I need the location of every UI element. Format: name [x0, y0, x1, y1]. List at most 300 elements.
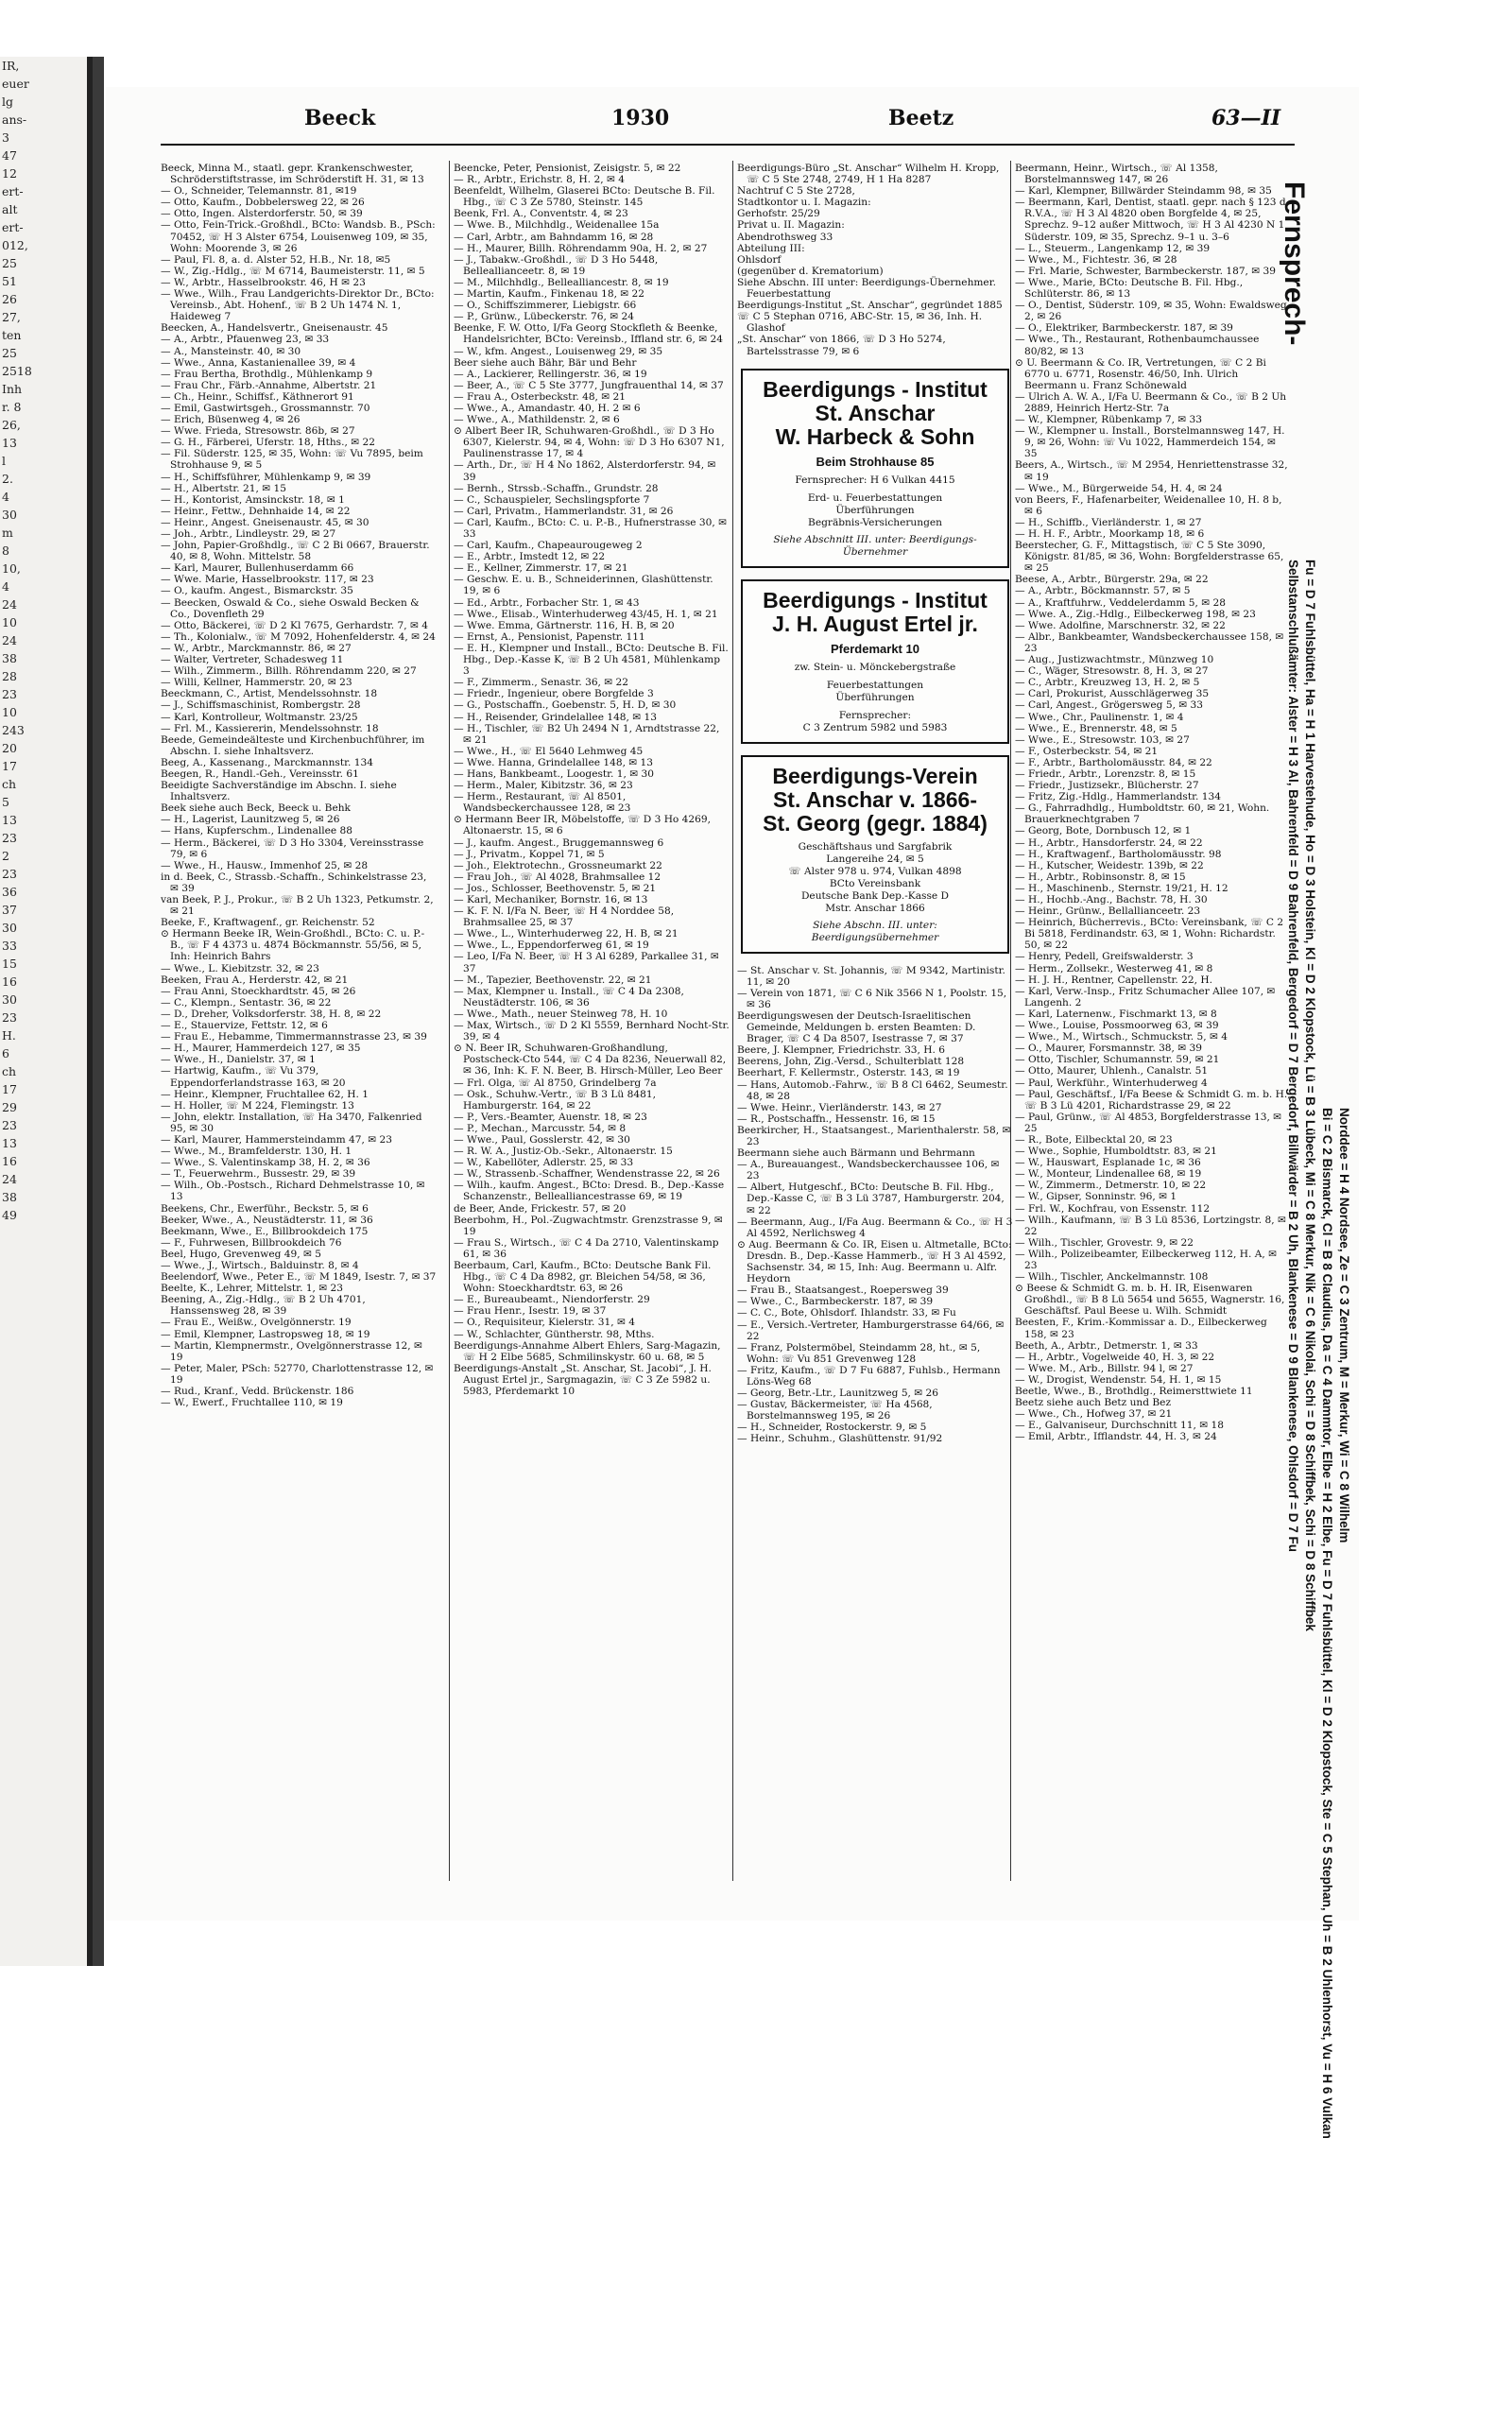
- directory-entry: — E., Bureaubeamt., Niendorferstr. 29: [454, 1294, 650, 1306]
- directory-entry: — Karl, Klempner, Billwärder Steindamm 98, ✉ 35: [1015, 185, 1272, 198]
- directory-entry: alt: [2, 202, 18, 216]
- directory-entry: — Heinr., Schuhm., Glashüttenstr. 91/92: [737, 1433, 943, 1445]
- directory-entry: 13: [2, 1136, 17, 1150]
- legend-line-text: Norddee = H 4 Nordsee, Ze = C 3 Zentrum, M = Merkur, Wi = C 8 Wilhelm: [1337, 1108, 1351, 1543]
- directory-entry: — R., Postschaffn., Hessenstr. 16, ✉ 15: [737, 1112, 936, 1125]
- directory-entry: ⊙ Aug. Beermann & Co. IR, Eisen u. Altmetalle, BCto: Dresdn. B., Dep.-Kasse Hammerb., ☏ H 3 Al 4592, Sachsenstr. 34, ✉ 15, Inh: Aug. Beermann u. Alfr. Heydorn: [737, 1238, 1012, 1285]
- directory-entry: Beetle, Wwe., B., Brothdlg., Reimersttwiete 11: [1015, 1386, 1253, 1398]
- directory-entry: 243: [2, 723, 25, 737]
- directory-entry: — O., Dentist, Süderstr. 109, ✉ 35, Wohn: Ewaldsweg 2, ✉ 26: [1015, 300, 1287, 323]
- legend-title: [1278, 181, 1315, 560]
- entries-column-4: [1015, 163, 1291, 1883]
- directory-entry: 28: [2, 669, 17, 683]
- directory-entry: — C., Schauspieler, Sechslingspforte 7: [454, 493, 650, 506]
- ad-line: Geschäftshaus und Sargfabrik: [798, 840, 953, 853]
- directory-entry: — Frau Henr., Isestr. 19, ✉ 37: [454, 1305, 607, 1318]
- directory-entry: — Paul, Fl. 8, a. d. Alster 52, H.B., Nr. 18, ✉5: [161, 253, 391, 266]
- directory-entry: — Karl, Mechaniker, Bornstr. 16, ✉ 13: [454, 894, 648, 905]
- directory-entry: — Beermann, Aug., I/Fa Aug. Beermann & Co., ☏ H 3 Al 4592, Nerlichsweg 4: [737, 1216, 1013, 1239]
- directory-entry: m: [2, 526, 13, 540]
- directory-entry: — O., Maurer, Forsmannstr. 38, ✉ 39: [1015, 1043, 1203, 1055]
- directory-entry: — Paul, Grünw., ☏ Al 4853, Borgfelderstrasse 13, ✉ 25: [1015, 1111, 1282, 1134]
- directory-entry: — C., Arbtr., Kreuzweg 13, H. 2, ✉ 5: [1015, 677, 1200, 689]
- directory-entry: Beermann siehe auch Bärmann und Behrmann: [737, 1147, 975, 1160]
- directory-entry: ans-: [2, 112, 27, 127]
- directory-entry: — G. H., Färberei, Uferstr. 18, Hths., ✉ 22: [161, 437, 375, 449]
- directory-entry: — H. Holler, ☏ M 224, Flemingstr. 13: [161, 1099, 354, 1112]
- directory-entry: — Wwe., H., Danielstr. 37, ✉ 1: [161, 1054, 316, 1066]
- directory-entry: — Max, Wirtsch., ☏ D 2 Kl 5559, Bernhard Nocht-Str. 39, ✉ 4: [454, 1020, 730, 1043]
- directory-entry: — M., Milchhdlg., Bellealliancestr. 8, ✉ 19: [454, 276, 669, 288]
- directory-entry: — H., Schiffb., Vierländerstr. 1, ✉ 27: [1015, 516, 1202, 528]
- directory-entry: 13: [2, 436, 17, 450]
- directory-entry: — H., Kraftwagenf., Bartholomäusstr. 98: [1015, 848, 1222, 860]
- directory-entry: — Wwe., M., Bramfelderstr. 130, H. 1: [161, 1146, 352, 1158]
- directory-entry: — J., kaufm. Angest., Bruggemannsweg 6: [454, 836, 664, 849]
- directory-entry: Beers, A., Wirtsch., ☏ M 2954, Henriettenstrasse 32, ✉ 19: [1015, 459, 1288, 483]
- directory-entry: — St. Anschar v. St. Johannis, ☏ M 9342, Martinistr. 11, ✉ 20: [737, 964, 1005, 988]
- directory-entry: — H., Maurer, Hammerdeich 127, ✉ 35: [161, 1043, 361, 1055]
- directory-entry: — Emil, Klempner, Lastropsweg 18, ✉ 19: [161, 1328, 370, 1340]
- directory-entry: — Karl, Maurer, Hammersteindamm 47, ✉ 23: [161, 1133, 392, 1146]
- directory-entry: — P., Mechan., Marcusstr. 54, ✉ 8: [454, 1122, 627, 1134]
- directory-entry: — Karl, Verw.-Insp., Fritz Schumacher Allee 107, ✉ Langenh. 2: [1015, 985, 1276, 1009]
- column-rule: [449, 161, 450, 1881]
- ad-address: Beim Strohhause 85: [816, 454, 935, 469]
- directory-entry: — Herm., Maler, Kibitzstr. 36, ✉ 23: [454, 780, 633, 792]
- entries-column-2: [454, 163, 730, 1883]
- directory-entry: — Leo, I/Fa N. Beer, ☏ H 3 Al 6289, Parkallee 31, ✉ 37: [454, 951, 719, 974]
- directory-entry: Beenk, Frl. A., Conventstr. 4, ✉ 23: [454, 208, 628, 220]
- directory-entry: Beekmann, Wwe., E., Billbrookdeich 175: [161, 1225, 369, 1237]
- directory-entry: „St. Anschar“ von 1866, ☏ D 3 Ho 5274, Bartelsstrasse 79, ✉ 6: [737, 334, 946, 357]
- directory-entry: ☏ C 5 Stephan 0716, ABC-Str. 15, ✉ 36, Inh. H. Glashof: [737, 311, 983, 335]
- directory-entry: — Wwe., M., Fichtestr. 36, ✉ 28: [1015, 253, 1177, 266]
- directory-entry: — Osk., Schuhw.-Vertr., ☏ B 3 Lü 8481, Hamburgerstr. 164, ✉ 22: [454, 1088, 656, 1112]
- directory-entry: — Friedr., Ingenieur, obere Borgfelde 3: [454, 688, 654, 700]
- directory-entry: 38: [2, 1190, 17, 1204]
- directory-entry: ert-: [2, 184, 24, 198]
- directory-entry: Beerdigungs-Annahme Albert Ehlers, Sarg-Magazin, ☏ H 2 Elbe 5685, Schmilinskystr. 60 u. 68, ✉ 5: [454, 1339, 721, 1363]
- directory-entry: ⊙ Beese & Schmidt G. m. b. H. IR, Eisenwaren Großhdl., ☏ B 8 Lü 5654 und 5655, Wagnerstr. 16, Geschäftsf. Paul Beese u. Wilh. Schmidt: [1015, 1283, 1285, 1318]
- directory-entry: — H., Arbtr., Vogelweide 40, H. 3, ✉ 22: [1015, 1351, 1215, 1363]
- directory-entry: 4: [2, 490, 9, 504]
- directory-entry: — W., Strassenb.-Schaffner, Wendenstrasse 22, ✉ 26: [454, 1168, 720, 1181]
- directory-entry: — O., Schneider, Telemannstr. 81, ✉19: [161, 185, 357, 198]
- directory-entry: — Frl. Olga, ☏ Al 8750, Grindelberg 7a: [454, 1077, 657, 1089]
- directory-entry: — Wwe., M., Bürgerweide 54, H. 4, ✉ 24: [1015, 482, 1223, 494]
- directory-entry: ch: [2, 777, 17, 791]
- legend-line-text: Bi = C 2 Bismarck, Cl = B 8 Claudius, Da = C 4 Dammtor, Elbe = H 2 Elbe, Fu = D 7 Fuhlsbüttel, Kl = D 2 Klopstock, Ste = C 5 Stephan, Uh = B 2 Uhlenhorst, Vu = H 6 Vulkan: [1320, 1108, 1334, 2139]
- directory-entry: — Arth., Dr., ☏ H 4 No 1862, Alsterdorferstr. 94, ✉ 39: [454, 459, 716, 483]
- directory-entry: — Karl, Maurer, Bullenhuserdamm 66: [161, 562, 354, 575]
- directory-entry: Beeke, F., Kraftwagenf., gr. Reichenstr. 52: [161, 917, 375, 929]
- directory-entry: 36: [2, 885, 17, 899]
- directory-entry: — Karl, Laternenw., Fischmarkt 13, ✉ 8: [1015, 1008, 1217, 1020]
- directory-entry: 4: [2, 579, 9, 594]
- directory-entry: — G., Fahrradhdlg., Humboldtstr. 60, ✉ 21, Wohn. Brauerknechtgraben 7: [1015, 802, 1270, 826]
- directory-entry: — D., Dreher, Volksdorferstr. 38, H. 8, ✉ 22: [161, 1008, 382, 1020]
- directory-entry: — Wwe., H., ☏ El 5640 Lehmweg 45: [454, 745, 644, 757]
- directory-entry: Beel, Hugo, Grevenweg 49, ✉ 5: [161, 1248, 321, 1260]
- directory-entry: — Otto, Ingen. Alsterdorferstr. 50, ✉ 39: [161, 208, 363, 220]
- directory-entry: — Wwe. M., Arb., Billstr. 94 l, ✉ 27: [1015, 1362, 1194, 1374]
- directory-entry: — A., Arbtr., Pfauenweg 23, ✉ 33: [161, 334, 330, 346]
- directory-entry: Beeken, Frau A., Herderstr. 42, ✉ 21: [161, 974, 349, 986]
- directory-entry: — W., Zimmerm., Detmerstr. 10, ✉ 22: [1015, 1180, 1207, 1192]
- directory-entry: 16: [2, 974, 17, 989]
- header-rule: [161, 144, 1295, 146]
- directory-entry: 20: [2, 741, 17, 755]
- ad-title: Beerdigungs-Verein: [772, 763, 978, 788]
- directory-entry: Beeth, A., Arbtr., Detmerstr. 1, ✉ 33: [1015, 1339, 1198, 1352]
- directory-entry: 30: [2, 508, 17, 522]
- entries-column-3: [737, 163, 1013, 1883]
- directory-entry: van Beek, P. J., Prokur., ☏ B 2 Uh 1323, Petkumstr. 2, ✉ 21: [161, 894, 434, 918]
- directory-entry: ch: [2, 1064, 17, 1078]
- directory-entry: — Beermann, Karl, Dentist, staatl. gepr. nach § 123 d. R.V.A., ☏ H 3 Al 4820 oben Borgfelde 4, ✉ 25, Sprechz. 9–12 außer Mittwoch, ☏ H 3 Al 4230 N 1 Süderstr. 109, ✉ 35, Sprechz. 9–1 u. 3–6: [1015, 197, 1290, 243]
- directory-entry: — Frl. M., Kassiererin, Mendelssohnstr. 18: [161, 722, 379, 734]
- directory-entry: — Karl, Kontrolleur, Woltmanstr. 23/25: [161, 711, 358, 723]
- directory-entry: — Wwe. Hanna, Grindelallee 148, ✉ 13: [454, 756, 654, 768]
- directory-entry: — W., Arbtr., Marckmannstr. 86, ✉ 27: [161, 642, 352, 654]
- directory-entry: 38: [2, 651, 17, 665]
- directory-entry: — R., Bote, Eilbecktal 20, ✉ 23: [1015, 1133, 1173, 1146]
- directory-entry: — Wwe., Wilh., Frau Landgerichts-Direktor Dr., BCto: Vereinsb., Abt. Hohenf., ☏ B 2 Uh 1474 N. 1, Haideweg 7: [161, 288, 435, 323]
- book-gutter: [93, 57, 104, 1966]
- directory-entry: — E., Arbtr., Imstedt 12, ✉ 22: [454, 551, 606, 563]
- directory-entry: — Wwe., J., Wirtsch., Balduinstr. 8, ✉ 4: [161, 1260, 359, 1271]
- directory-entry: — Carl, Privatm., Hammerlandstr. 31, ✉ 26: [454, 505, 674, 517]
- telephone-exchange-legend: [1278, 181, 1353, 2139]
- directory-entry: 27,: [2, 310, 21, 324]
- directory-entry: — Fritz, Kaufm., ☏ D 7 Fu 6887, Fuhlsb., Hermann Löns-Weg 68: [737, 1364, 1001, 1388]
- ad-phone: C 3 Zentrum 5982 und 5983: [802, 721, 948, 733]
- directory-entry: Beetz siehe auch Betz und Bez: [1015, 1397, 1172, 1409]
- directory-entry: — H., Arbtr., Hansdorferstr. 24, ✉ 22: [1015, 836, 1203, 849]
- directory-entry: — H., Kutscher, Weidestr. 139b, ✉ 22: [1015, 859, 1204, 871]
- directory-entry: Beerdigungs-Anstalt „St. Anschar, St. Jacobi“, J. H. August Ertel jr., Sargmagazin, ☏ C 3 Ze 5982 u. 5983, Pferdemarkt 10: [454, 1362, 712, 1398]
- ad-line: Begräbnis-Versicherungen: [808, 516, 942, 528]
- directory-entry: — Wilh., Ob.-Postsch., Richard Dehmelstrasse 10, ✉ 13: [161, 1180, 425, 1203]
- directory-entry: 23: [2, 687, 17, 701]
- directory-entry: — E., Versich.-Vertreter, Hamburgerstrasse 64/66, ✉ 22: [737, 1319, 1005, 1342]
- ad-note: Siehe Abschnitt III. unter: Beerdigungs-Übernehmer: [773, 533, 977, 558]
- directory-entry: — Aug., Justizwachtmstr., Münzweg 10: [1015, 654, 1214, 666]
- ad-title: W. Harbeck & Sohn: [775, 423, 975, 449]
- directory-entry: — P., Vers.-Beamter, Auenstr. 18, ✉ 23: [454, 1111, 647, 1123]
- directory-entry: r. 8: [2, 400, 22, 414]
- directory-entry: — T., Feuerwehrm., Bussestr. 29, ✉ 39: [161, 1168, 356, 1181]
- directory-entry: — F., Osterbeckstr. 54, ✉ 21: [1015, 745, 1159, 757]
- column-rule: [732, 161, 733, 1881]
- directory-entry: — Wwe., E., Stresowstr. 103, ✉ 27: [1015, 733, 1190, 746]
- directory-entry: in d. Beek, C., Strassb.-Schaffn., Schinkelstrasse 23, ✉ 39: [161, 871, 427, 894]
- directory-entry: — O., Elektriker, Barmbeckerstr. 187, ✉ 39: [1015, 322, 1233, 335]
- directory-entry: Beerdigungs-Institut „St. Anschar“, gegründet 1885: [737, 300, 1003, 312]
- directory-entry: — C. C., Bote, Ohlsdorf. Ihlandstr. 33, ✉ Fu: [737, 1307, 956, 1319]
- directory-entry: — Otto, Kaufm., Dobbelersweg 22, ✉ 26: [161, 197, 365, 209]
- directory-entry: Privat u. II. Magazin:: [737, 219, 845, 232]
- directory-entry: — A., Mansteinstr. 40, ✉ 30: [161, 345, 301, 357]
- directory-entry: euer: [2, 77, 29, 91]
- directory-entry: — Carl, Arbtr., am Bahndamm 16, ✉ 28: [454, 231, 654, 243]
- directory-entry: von Beers, F., Hafenarbeiter, Weidenallee 10, H. 8 b, ✉ 6: [1015, 493, 1282, 517]
- directory-entry: — Wwe., L., Eppendorferweg 61, ✉ 19: [454, 940, 649, 952]
- directory-entry: — W., Klempner u. Install., Borstelmannsweg 147, H. 9, ✉ 26, Wohn: ☏ Vu 1022, Hammerdeich 154, ✉ 35: [1015, 425, 1285, 460]
- directory-entry: — Max, Klempner u. Install., ☏ C 4 Da 2308, Neustädterstr. 106, ✉ 36: [454, 985, 684, 1009]
- directory-entry: — Ernst, A., Pensionist, Papenstr. 111: [454, 630, 645, 643]
- directory-entry: — Geschw. E. u. B., Schneiderinnen, Glashüttenstr. 19, ✉ 6: [454, 574, 713, 597]
- previous-page-edge: [0, 57, 93, 1966]
- directory-entry: — Frau Chr., Färb.-Annahme, Albertstr. 21: [161, 379, 377, 391]
- header-year: 1930: [611, 106, 670, 130]
- directory-entry: — J., Privatm., Koppel 71, ✉ 5: [454, 848, 605, 860]
- directory-entry: — G., Postschaffn., Goebenstr. 5, H. D, ✉ 30: [454, 699, 677, 712]
- directory-entry: Beeckmann, C., Artist, Mendelssohnstr. 18: [161, 688, 378, 700]
- header-last-name: Beetz: [888, 106, 954, 130]
- page-header: [106, 106, 1297, 144]
- directory-entry: — F., Arbtr., Bartholomäusstr. 84, ✉ 22: [1015, 756, 1212, 768]
- directory-entry: H.: [2, 1028, 16, 1043]
- directory-entry: — Rud., Kranf., Vedd. Brückenstr. 186: [161, 1386, 354, 1398]
- directory-entry: — A., Arbtr., Böckmannstr. 57, ✉ 5: [1015, 585, 1191, 597]
- directory-entry: — H., Maurer, Billh. Röhrendamm 90a, H. 2, ✉ 27: [454, 242, 708, 254]
- directory-entry: — Frau A., Osterbeckstr. 48, ✉ 21: [454, 390, 627, 403]
- directory-entry: — K. F. N. I/Fa N. Beer, ☏ H 4 Norddee 58, Brahmsallee 25, ✉ 37: [454, 905, 675, 929]
- directory-entry: — P., Grünw., Lübeckerstr. 76, ✉ 24: [454, 311, 634, 323]
- directory-entry: — Wwe., C., Barmbeckerstr. 187, ✉ 39: [737, 1296, 934, 1308]
- directory-entry: (gegenüber d. Krematorium): [737, 265, 884, 277]
- directory-entry: — C., Klempn., Sentastr. 36, ✉ 22: [161, 996, 332, 1009]
- ad-note: Siehe Abschn. III. unter: Beerdigungsübernehmer: [811, 919, 939, 943]
- directory-entry: — O., Requisiteur, Kielerstr. 31, ✉ 4: [454, 1317, 635, 1329]
- directory-entry: — Hans, Kupferschm., Lindenallee 88: [161, 825, 352, 837]
- directory-entry: — Wilh., kaufm. Angest., BCto: Dresd. B., Dep.-Kasse Schanzenstr., Bellealliancestrasse 69, ✉ 19: [454, 1180, 725, 1203]
- directory-entry: 17: [2, 1082, 17, 1096]
- directory-entry: ⊙ Hermann Beer IR, Möbelstoffe, ☏ D 3 Ho 4269, Altonaerstr. 15, ✉ 6: [454, 814, 712, 837]
- directory-entry: — Verein von 1871, ☏ C 6 Nik 3566 N 1, Poolstr. 15, ✉ 36: [737, 987, 1007, 1010]
- directory-entry: — John, elektr. Installation, ☏ Ha 3470, Falkenried 95, ✉ 30: [161, 1111, 422, 1134]
- directory-entry: — H., Schiffsführer, Mühlenkamp 9, ✉ 39: [161, 471, 371, 483]
- directory-entry: — Bernh., Strssb.-Schaffn., Grundstr. 28: [454, 482, 659, 494]
- directory-entry: ⊙ Hermann Beeke IR, Wein-Großhdl., BCto: C. u. P.-B., ☏ F 4 4373 u. 4874 Böckmannstr. 55/56, ✉ 5, Inh: Heinrich Bahrs: [161, 928, 425, 963]
- directory-entry: — Erich, Büsenweg 4, ✉ 26: [161, 414, 301, 426]
- directory-entry: — F., Fuhrwesen, Billbrookdeich 76: [161, 1236, 342, 1249]
- directory-entry: — Wwe., A., Mathildenstr. 2, ✉ 6: [454, 414, 620, 426]
- directory-entry: 8: [2, 543, 9, 558]
- directory-entry: — Heinr., Klempner, Fruchtallee 62, H. 1: [161, 1088, 369, 1100]
- directory-entry: — Georg, Betr.-Ltr., Launitzweg 5, ✉ 26: [737, 1388, 939, 1400]
- directory-entry: Beerbaum, Carl, Kaufm., BCto: Deutsche Bank Fil. Hbg., ☏ C 4 Da 8982, gr. Bleichen 54/58, ✉ 36, Wohn: Stoeckhardtstr. 63, ✉ 26: [454, 1260, 712, 1295]
- directory-entry: — Martin, Kaufm., Finkenau 18, ✉ 22: [454, 288, 645, 301]
- directory-entry: — Willi, Kellner, Hammerstr. 20, ✉ 23: [161, 677, 352, 689]
- ad-line: ☏ Alster 978 u. 974, Vulkan 4898: [788, 865, 962, 877]
- directory-entry: 25: [2, 346, 17, 360]
- directory-entry: — W., Monteur, Lindenallee 68, ✉ 19: [1015, 1168, 1202, 1181]
- directory-entry: — Wwe. Emma, Gärtnerstr. 116, H. B, ✉ 20: [454, 619, 675, 631]
- directory-entry: 25: [2, 256, 17, 270]
- directory-entry: — W., Drogist, Wendenstr. 54, H. 1, ✉ 15: [1015, 1373, 1222, 1386]
- directory-entry: Beening, A., Zig.-Hdlg., ☏ B 2 Uh 4701, Hanssensweg 28, ✉ 39: [161, 1294, 366, 1318]
- directory-entry: — Frl. W., Kochfrau, von Essenstr. 112: [1015, 1202, 1211, 1215]
- legend-line-text: Fu = D 7 Fuhlsbüttel, Ha = H 1 Harvestehude, Ho = D 3 Holstein, Kl = D 2 Klopstock, Lü = B 3 Lübeck, Mi = C 8 Merkur, Nik = C 6 Nikolai, Schi = D 8 Schiffbek, Schi = D 8 Schiffbek: [1303, 560, 1317, 1631]
- directory-entry: 2518: [2, 364, 32, 378]
- directory-entry: — Frau S., Wirtsch., ☏ C 4 Da 2710, Valentinskamp 61, ✉ 36: [454, 1236, 719, 1260]
- directory-entry: 49: [2, 1208, 17, 1222]
- directory-page: [106, 87, 1359, 2139]
- directory-entry: Beenke, F. W. Otto, I/Fa Georg Stockfleth & Beenke, Handelsrichter, BCto: Vereinsb., Iffland str. 6, ✉ 24: [454, 322, 724, 346]
- directory-entry: — Emil, Gastwirtsgeh., Grossmannstr. 70: [161, 402, 370, 414]
- directory-entry: — Herm., Zollsekr., Westerweg 41, ✉ 8: [1015, 962, 1213, 974]
- directory-entry: Abendrothsweg 33: [737, 231, 833, 243]
- directory-entry: 13: [2, 813, 17, 827]
- directory-entry: Inh: [2, 382, 23, 396]
- directory-entry: 10,: [2, 561, 21, 576]
- directory-entry: 37: [2, 903, 17, 917]
- directory-entry: — H., Hochb.-Ang., Bachstr. 78, H. 30: [1015, 894, 1208, 905]
- column-3-bottom-entries: [737, 965, 1013, 1445]
- ad-title: Beerdigungs - Institut: [763, 376, 988, 402]
- funeral-ad-verein: [741, 755, 1009, 954]
- directory-entry: — O., kaufm. Angest., Bismarckstr. 35: [161, 585, 353, 597]
- header-first-name: Beeck: [304, 106, 376, 130]
- directory-entry: — Wilh., Tischler, Anckelmannstr. 108: [1015, 1271, 1209, 1284]
- directory-entry: — W., Arbtr., Hasselbrookstr. 46, H ✉ 23: [161, 276, 366, 288]
- directory-entry: — Frau B., Staatsangest., Roepersweg 39: [737, 1284, 949, 1297]
- directory-entry: — Walter, Vertreter, Schadesweg 11: [161, 654, 344, 666]
- directory-entry: — Wwe., S. Valentinskamp 38, H. 2, ✉ 36: [161, 1157, 370, 1169]
- directory-entry: Beenfeldt, Wilhelm, Glaserei BCto: Deutsche B. Fil. Hbg., ☏ C 3 Ze 5780, Steinstr. 145: [454, 185, 715, 209]
- directory-entry: ⊙ N. Beer IR, Schuhwaren-Großhandlung, Postscheck-Cto 544, ☏ C 4 Da 8236, Neuerwall 82, ✉ 36, Inh: K. F. N. Beer, B. Hirsch-Müller, Leo Beer: [454, 1043, 727, 1078]
- directory-entry: — Wwe., Ch., Hofweg 37, ✉ 21: [1015, 1408, 1173, 1421]
- directory-entry: — Albert, Hutgeschf., BCto: Deutsche B. Fil. Hbg., Dep.-Kasse C, ☏ B 3 Lü 3787, Hamburgerstr. 204, ✉ 22: [737, 1181, 1005, 1216]
- directory-entry: — Wwe., A., Amandastr. 40, H. 2 ✉ 6: [454, 402, 641, 414]
- funeral-ad-ertel: [741, 579, 1009, 744]
- directory-entry: Beelte, K., Lehrer, Mittelstr. 1, ✉ 23: [161, 1283, 344, 1295]
- directory-entry: — Henry, Pedell, Greifswalderstr. 3: [1015, 951, 1194, 963]
- ad-phone: Fernsprecher: H 6 Vulkan 4415: [795, 474, 955, 486]
- directory-entry: Ohlsdorf: [737, 253, 782, 266]
- legend-line-text: Selbstanschlußämter: Alster = H 3 Al, Bahrenfeld = D 9 Bahrenfeld, Bergedorf = D 7 Bergedorf, Billwärder = B 2 Uh, Blankenese = D 9 Blankenese, Ohlsdorf = D 7 Fu: [1286, 560, 1300, 1553]
- directory-entry: 23: [2, 867, 17, 881]
- directory-entry: 23: [2, 831, 17, 845]
- legend-line: [1334, 1108, 1357, 2431]
- ad-line: Überführungen: [835, 504, 915, 516]
- directory-entry: ten: [2, 328, 22, 342]
- directory-entry: 10: [2, 705, 17, 719]
- directory-entry: 33: [2, 939, 17, 953]
- legend-title-text: Fernsprech-: [1279, 181, 1310, 346]
- directory-entry: Beerens, John, Zig.-Versd., Schulterblatt 128: [737, 1056, 965, 1068]
- directory-entry: Beencke, Peter, Pensionist, Zeisigstr. 5, ✉ 22: [454, 163, 681, 174]
- funeral-ad-harbeck: [741, 369, 1009, 568]
- directory-entry: — Franz, Polstermöbel, Steindamm 28, ht., ✉ 5, Wohn: ☏ Vu 851 Grevenweg 128: [737, 1341, 981, 1365]
- directory-entry: Siehe Abschn. III unter: Beerdigungs-Übernehmer. Feuerbestattung: [737, 276, 996, 301]
- ad-line: BCto Vereinsbank: [829, 877, 921, 889]
- directory-entry: — Wwe. Adolfine, Marschnerstr. 32, ✉ 22: [1015, 619, 1226, 631]
- ad-line: Mstr. Anschar 1866: [825, 902, 925, 914]
- directory-entry: ⊙ Albert Beer IR, Schuhwaren-Großhdl., ☏ D 3 Ho 6307, Kielerstr. 94, ✉ 4, Wohn: ☏ D 3 Ho 6307 N1, Paulinenstrasse 17, ✉ 4: [454, 425, 725, 460]
- ad-line: Überführungen: [835, 691, 915, 703]
- directory-entry: Beegen, R., Handl.-Geh., Vereinsstr. 61: [161, 767, 359, 780]
- directory-entry: — Wwe., L., Winterhuderweg 22, H. B, ✉ 21: [454, 928, 679, 940]
- directory-entry: — W., Zig.-Hdlg., ☏ M 6714, Baumeisterstr. 11, ✉ 5: [161, 265, 425, 277]
- directory-entry: — Friedr., Justizsekr., Blücherstr. 27: [1015, 780, 1199, 792]
- ad-line: Langereihe 24, ✉ 5: [826, 853, 924, 865]
- directory-entry: — Frl. Marie, Schwester, Barmbeckerstr. 187, ✉ 39: [1015, 265, 1277, 277]
- directory-entry: Beese, A., Arbtr., Bürgerstr. 29a, ✉ 22: [1015, 574, 1209, 586]
- directory-entry: — Th., Kolonialw., ☏ M 7092, Hohenfelderstr. 4, ✉ 24: [161, 630, 436, 643]
- directory-entry: — Wwe., Elisab., Winterhuderweg 43/45, H. 1, ✉ 21: [454, 608, 718, 620]
- directory-entry: — H., Lagerist, Launitzweg 5, ✉ 26: [161, 814, 340, 826]
- directory-entry: 24: [2, 1172, 17, 1186]
- directory-entry: Beelendorf, Wwe., Peter E., ☏ M 1849, Isestr. 7, ✉ 37: [161, 1271, 437, 1284]
- directory-entry: — Ch., Heinr., Schiffsf., Käthnerort 91: [161, 390, 354, 403]
- directory-entry: — Wilh., Polizeibeamter, Eilbeckerweg 112, H. A, ✉ 23: [1015, 1248, 1277, 1271]
- directory-entry: — H. J. H., Rentner, Capellenstr. 22, H.: [1015, 974, 1212, 986]
- directory-entry: Beecken, A., Handelsvertr., Gneisenaustr. 45: [161, 322, 388, 335]
- directory-entry: Beek siehe auch Beck, Beeck u. Behk: [161, 802, 351, 815]
- ad-title: St. Georg (gegr. 1884): [763, 810, 988, 836]
- directory-entry: 47: [2, 148, 17, 163]
- directory-entry: Beerkircher, H., Staatsangest., Marienthalerstr. 58, ✉ 23: [737, 1124, 1011, 1147]
- directory-entry: Beerbohm, H., Pol.-Zugwachtmstr. Grenzstrasse 9, ✉ 19: [454, 1214, 723, 1237]
- directory-entry: — Wwe., Louise, Possmoorweg 63, ✉ 39: [1015, 1020, 1219, 1032]
- directory-entry: — E., Stauervize, Fettstr. 12, ✉ 6: [161, 1020, 328, 1032]
- directory-entry: — L., Steuerm., Langenkamp 12, ✉ 39: [1015, 242, 1211, 254]
- directory-entry: — Wwe. Heinr., Vierländerstr. 143, ✉ 27: [737, 1101, 942, 1113]
- directory-entry: Beesten, F., Krim.-Kommissar a. D., Eilbeckerweg 158, ✉ 23: [1015, 1317, 1267, 1340]
- directory-entry: lg: [2, 95, 13, 109]
- directory-entry: — Wwe. A., Zig.-Hdlg., Eilbeckerweg 198, ✉ 23: [1015, 608, 1256, 620]
- directory-entry: — Frau Anni, Stoeckhardtstr. 45, ✉ 26: [161, 985, 356, 997]
- directory-entry: — W., Hauswart, Esplanade 1c, ✉ 36: [1015, 1157, 1201, 1169]
- directory-entry: 6: [2, 1046, 9, 1060]
- directory-entry: 16: [2, 1154, 17, 1168]
- directory-entry: Beerhart, F. Kellermstr., Osterstr. 143, ✉ 19: [737, 1067, 960, 1079]
- directory-entry: — W., Gipser, Sonninstr. 96, ✉ 1: [1015, 1191, 1177, 1203]
- directory-entry: — H. H. F., Arbtr., Moorkamp 18, ✉ 6: [1015, 528, 1205, 540]
- column-3-top-entries: [737, 163, 1013, 357]
- ad-title: J. H. August Ertel jr.: [772, 611, 978, 636]
- directory-entry: — R. W. A., Justiz-Ob.-Sekr., Altonaerstr. 15: [454, 1146, 673, 1158]
- directory-entry: — Wilh., Kaufmann, ☏ B 3 Lü 8536, Lortzingstr. 8, ✉ 22: [1015, 1214, 1286, 1237]
- directory-entry: — Carl, Prokurist, Ausschlägerweg 35: [1015, 688, 1210, 700]
- directory-entry: — Frau Bertha, Brothdlg., Mühlenkamp 9: [161, 368, 373, 380]
- directory-entry: — Carl, Angest., Grögersweg 5, ✉ 33: [1015, 699, 1204, 712]
- directory-entry: — R., Arbtr., Erichstr. 8, H. 2, ✉ 4: [454, 174, 625, 186]
- entries-column-1: [161, 163, 437, 1883]
- directory-entry: Gerhofstr. 25/29: [737, 208, 820, 220]
- ad-line: Fernsprecher:: [838, 709, 912, 721]
- directory-entry: 15: [2, 957, 17, 971]
- directory-entry: — Wwe. Marie, Hasselbrookstr. 117, ✉ 23: [161, 574, 374, 586]
- directory-entry: Beerdigungswesen der Deutsch-Israelitischen Gemeinde, Meldungen b. ersten Beamten: D. Brager, ☏ C 4 Da 8507, Isestrasse 7, ✉ 37: [737, 1009, 976, 1045]
- directory-entry: — Wwe. B., Milchhdlg., Weidenallee 15a: [454, 219, 660, 232]
- directory-entry: — J., Schiffsmaschinist, Rombergstr. 28: [161, 699, 361, 712]
- ad-line: Feuerbestattungen: [826, 679, 924, 691]
- directory-entry: — H., Albertstr. 21, ✉ 15: [161, 482, 286, 494]
- directory-entry: l: [2, 454, 6, 468]
- directory-entry: — Heinrich, Bücherrevis., BCto: Vereinsbank, ☏ C 2 Bi 5818, Ferdinandstr. 63, ✉ 1, Wohn: Richardstr. 50, ✉ 22: [1015, 917, 1284, 952]
- directory-entry: — C., Wäger, Stresowstr. 8, H. 3, ✉ 27: [1015, 665, 1209, 678]
- directory-entry: 30: [2, 921, 17, 935]
- directory-entry: — F., Zimmerm., Senastr. 36, ✉ 22: [454, 677, 629, 689]
- directory-entry: Beerdigungs-Büro „St. Anschar“ Wilhelm H. Kropp, ☏ C 5 Ste 2748, 2749, H 1 Ha 8287: [737, 163, 1000, 186]
- directory-entry: — Wwe., Anna, Kastanienallee 39, ✉ 4: [161, 356, 356, 369]
- directory-entry: — Paul, Geschäftsf., I/Fa Beese & Schmidt G. m. b. H., ☏ B 3 Lü 4201, Richardstrasse 29, ✉ 22: [1015, 1088, 1291, 1112]
